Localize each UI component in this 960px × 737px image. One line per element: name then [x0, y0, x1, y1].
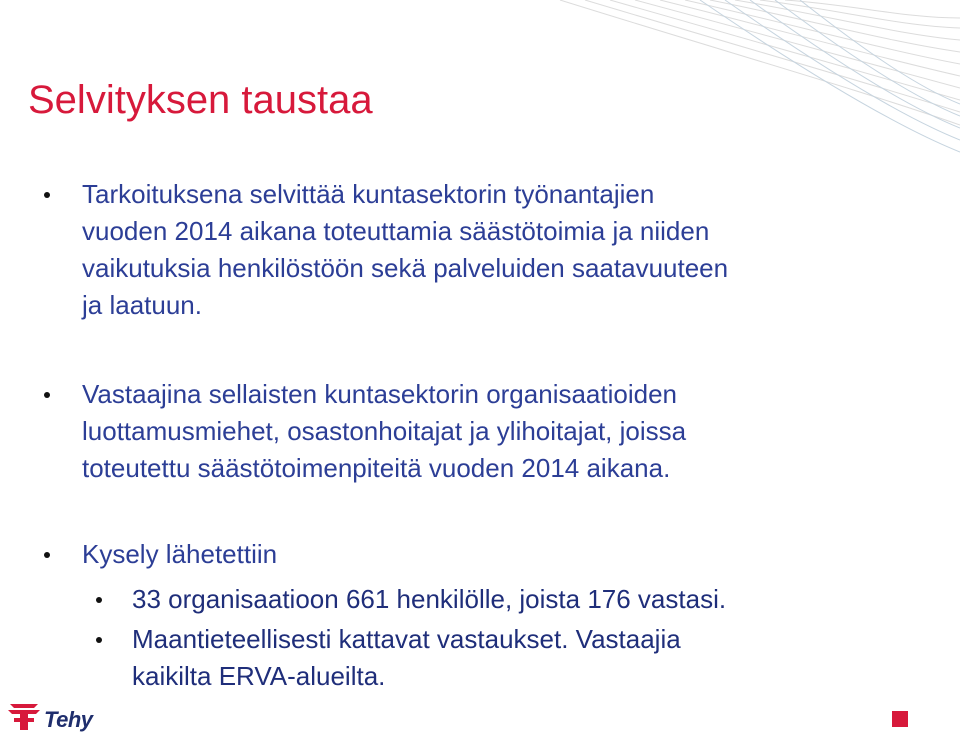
page-title: Selvityksen taustaa — [28, 78, 373, 122]
sub-bullet-geographic-coverage: Maantieteellisesti kattavat vastaukset. Vastaajia kaikilta ERVA-alueilta. — [132, 624, 681, 691]
bullet-dot-icon — [44, 392, 50, 398]
sub-bullet-dot-icon — [96, 597, 102, 603]
bullet-survey-sent: Kysely lähetettiin — [82, 539, 278, 569]
sub-bullet-dot-icon — [96, 637, 102, 643]
bullet-respondents: Vastaajina sellaisten kuntasektorin organisaatioiden luottamusmiehet, osastonhoitajat ja ylihoitajat, joissa toteutettu säästötoimenpiteitä vuoden 2014 aikana. — [82, 379, 687, 483]
bullet-dot-icon — [44, 552, 50, 558]
logo-text: Tehy — [44, 707, 93, 732]
sub-bullet-organisations: 33 organisaatioon 661 henkilölle, joista 176 vastasi. — [132, 584, 727, 614]
bullet-dot-icon — [44, 192, 50, 198]
corner-accent-square — [892, 711, 908, 727]
bullet-purpose: Tarkoituksena selvittää kuntasektorin työnantajien vuoden 2014 aikana toteuttamia säästötoimia ja niiden vaikutuksia henkilöstöön sekä palveluiden saatavuuteen ja laatuun. — [82, 179, 729, 320]
